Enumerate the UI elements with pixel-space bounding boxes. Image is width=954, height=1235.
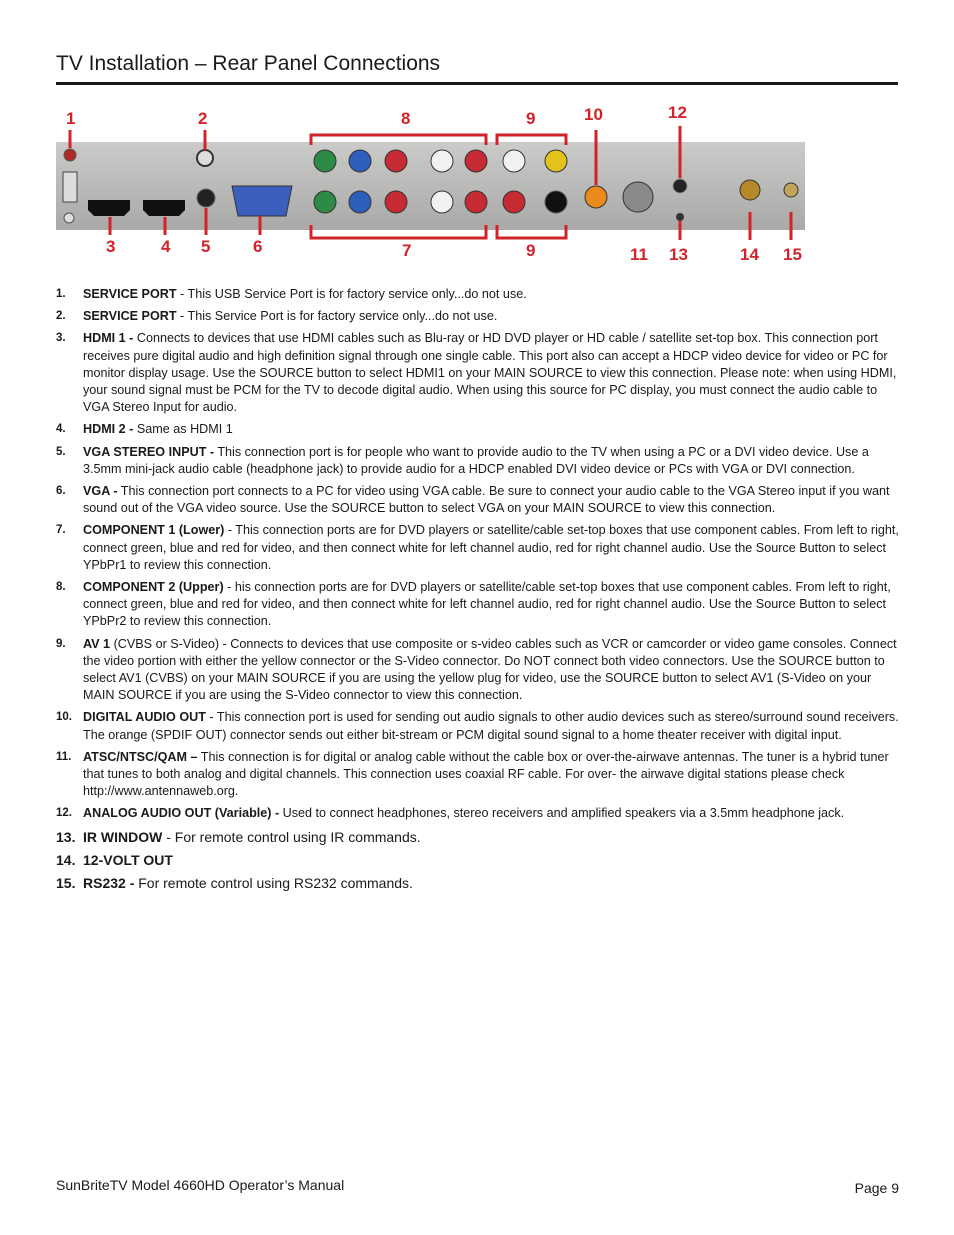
component2-white-icon xyxy=(431,150,453,172)
item-number: 9. xyxy=(56,637,66,650)
callout-13: 13 xyxy=(669,245,688,264)
rs232-icon xyxy=(784,183,798,197)
item-label: IR WINDOW xyxy=(83,828,163,845)
list-item xyxy=(56,483,900,517)
component1-blue-icon xyxy=(349,191,371,213)
callout-9-upper: 9 xyxy=(526,109,536,128)
item-number: 11. xyxy=(56,750,72,763)
item-number: 12. xyxy=(56,807,72,820)
item-text: - This USB Service Port is for factory service only...do not use. xyxy=(176,287,527,301)
rear-panel-connectors xyxy=(0,100,954,275)
item-number: 14. xyxy=(56,851,76,868)
s-video-icon xyxy=(545,191,567,213)
item-label: HDMI 2 - xyxy=(83,422,134,437)
item-label: VGA - xyxy=(83,484,118,499)
list-item xyxy=(56,330,900,416)
footer-manual-title: SunBriteTV Model 4660HD Operator’s Manual xyxy=(56,1177,345,1193)
callout-2: 2 xyxy=(198,109,208,128)
callout-7: 7 xyxy=(402,241,412,260)
item-label: COMPONENT 1 (Lower) xyxy=(83,523,225,538)
item-label: DIGITAL AUDIO OUT xyxy=(83,710,206,725)
item-text: For remote control using RS232 commands. xyxy=(134,874,413,891)
ir-window-icon xyxy=(676,213,684,221)
list-item xyxy=(56,444,900,478)
callout-12: 12 xyxy=(668,103,687,122)
item-number: 10. xyxy=(56,711,72,724)
item-number: 1. xyxy=(56,288,66,300)
item-text: Connects to devices that use HDMI cables such as Blu-ray or HD DVD player or HD cable / satellite set-top box. This connection port receives pure digital audio and high definition signal through one single cable. This port also can accept a HDCP video device for video or PC for monitor display usage. Use the SOURCE button to select HDMI1 on your MAIN SOURCE to view this connection. Please note: when using HDMI, your sound signal must be PCM for the TV to decode digital audio. When using this source for PC display, you must connect the audio cable to VGA Stereo Input for audio. xyxy=(83,331,897,415)
item-text: This connection is for digital or analog cable without the cable box or over-the-airwave antennas. The tuner is a hybrid tuner that tunes to both analog and digital channels. This connection uses coaxial RF cable. For over- the airwave digital stations please check http://www.antennaweb.org. xyxy=(83,749,889,799)
item-text: - This connection port is used for sending out audio signals to other audio devices such as stereo/surround sound receivers. The orange (SPDIF OUT) connector sends out either bit-stream or PCM digital sound signal to a home theater receiver with digital input. xyxy=(83,710,899,742)
component2-blue-icon xyxy=(349,150,371,172)
callout-6: 6 xyxy=(253,237,263,256)
callout-1: 1 xyxy=(66,109,76,128)
list-item xyxy=(56,421,900,438)
av1-yellow-icon xyxy=(545,150,567,172)
item-text: This connection port connects to a PC for video using VGA cable. Be sure to connect your audio cable to the VGA Stereo input if you want sound out of the VGA video source. Use the SOURCE button to select VGA on your MAIN SOURCE to view this connection. xyxy=(83,484,890,516)
item-number: 5. xyxy=(56,445,66,458)
item-number: 7. xyxy=(56,524,66,537)
av1-red-icon xyxy=(503,191,525,213)
item-label: HDMI 1 - xyxy=(83,331,134,346)
item-text: (CVBS or S-Video) - Connects to devices that use composite or s-video cables such as VCR or camcorder or video game consoles. Connect the video portion with either the yellow connector or the S-Video connector. Do NOT connect both video connectors. Use the SOURCE button to select AV1 (CVBS) on your MAIN SOURCE if you are using the yellow plug for video, use the SOURCE button to select AV1 (S-Video on your MAIN SOURCE if you are using the S-Video connector to view this connection. xyxy=(83,636,897,703)
component1-white-icon xyxy=(431,191,453,213)
item-text: - This Service Port is for factory service only...do not use. xyxy=(176,309,498,324)
callout-9-lower: 9 xyxy=(526,241,536,260)
item-label: RS232 - xyxy=(83,874,135,891)
component1-green-icon xyxy=(314,191,336,213)
title-rule xyxy=(56,82,898,85)
component1-audio-red-icon xyxy=(465,191,487,213)
item-number: 4. xyxy=(56,423,66,436)
item-text: This connection port is for people who want to provide audio to the TV when using a PC or a DVI video device. Use a 3.5mm mini-jack audio cable (headphone jack) to provide audio for a HDCP enabled DVI video device or PCs with VGA or DVI connection. xyxy=(83,444,869,476)
analog-audio-out-icon xyxy=(673,179,687,193)
vga-stereo-jack-icon xyxy=(197,189,215,207)
item-text: - For remote control using IR commands. xyxy=(162,828,421,845)
list-item xyxy=(56,579,900,631)
item-label: COMPONENT 2 (Upper) xyxy=(83,580,224,595)
component2-audio-red-icon xyxy=(465,150,487,172)
list-item xyxy=(56,286,900,303)
callout-14: 14 xyxy=(740,245,759,264)
component2-red-icon xyxy=(385,150,407,172)
item-label: ANALOG AUDIO OUT (Variable) - xyxy=(83,806,280,821)
item-number: 15. xyxy=(56,874,76,891)
hdmi-2-icon xyxy=(143,200,185,216)
item-text: - This connection ports are for DVD players or satellite/cable set-top boxes that use component cables. From left to right, connect green, blue and red for video, and then connect white for left channel audio, red for right channel audio. Use the Source Button to select YPbPr1 to review this connection. xyxy=(83,523,899,572)
av1-white-icon xyxy=(503,150,525,172)
callout-15: 15 xyxy=(783,245,802,264)
item-number: 8. xyxy=(56,581,66,594)
callout-11: 11 xyxy=(630,245,648,264)
screw-icon xyxy=(64,213,74,223)
list-item xyxy=(56,709,900,743)
callout-5: 5 xyxy=(201,237,211,256)
item-text: Same as HDMI 1 xyxy=(133,422,233,437)
service-port-1-icon xyxy=(64,149,76,161)
list-item xyxy=(56,874,900,892)
item-number: 2. xyxy=(56,310,66,323)
hdmi-1-icon xyxy=(88,200,130,216)
item-text: - his connection ports are for DVD players or satellite/cable set-top boxes that use component cables. From left to right, connect green, blue and red for video, and then connect white for left channel audio, red for right channel audio. Use the Source Button to select YPbPr2 to review this connection. xyxy=(83,580,891,629)
item-label: ATSC/NTSC/QAM – xyxy=(83,749,198,764)
item-label: SERVICE PORT xyxy=(83,309,177,324)
item-label: 12-VOLT OUT xyxy=(83,851,173,868)
item-label: AV 1 xyxy=(83,636,111,651)
list-item xyxy=(56,805,900,822)
callout-3: 3 xyxy=(106,237,116,256)
digital-audio-out-icon xyxy=(585,186,607,208)
usb-port-icon xyxy=(63,172,77,202)
callout-4: 4 xyxy=(161,237,171,256)
list-item xyxy=(56,828,900,846)
item-number: 13. xyxy=(56,828,76,845)
12v-out-icon xyxy=(740,180,760,200)
list-item xyxy=(56,851,900,869)
item-number: 3. xyxy=(56,332,66,345)
component2-green-icon xyxy=(314,150,336,172)
service-port-2-icon xyxy=(197,150,213,166)
list-item xyxy=(56,308,900,325)
item-text: Used to connect headphones, stereo receivers and amplified speakers via a 3.5mm headphone jack. xyxy=(279,806,845,821)
footer-page-number: Page 9 xyxy=(854,1180,899,1196)
rear-panel-diagram xyxy=(0,100,954,275)
list-item xyxy=(56,749,900,801)
list-item xyxy=(56,636,900,705)
callout-8: 8 xyxy=(401,109,411,128)
item-number: 6. xyxy=(56,485,66,498)
callout-10: 10 xyxy=(584,105,603,124)
component1-red-icon xyxy=(385,191,407,213)
vga-port-icon xyxy=(232,186,292,216)
coax-rf-icon xyxy=(623,182,653,212)
item-label: SERVICE PORT xyxy=(83,287,177,301)
item-label: VGA STEREO INPUT - xyxy=(83,444,215,459)
page-title: TV Installation – Rear Panel Connections xyxy=(56,52,441,75)
list-item xyxy=(56,522,900,574)
connection-list xyxy=(56,286,900,897)
